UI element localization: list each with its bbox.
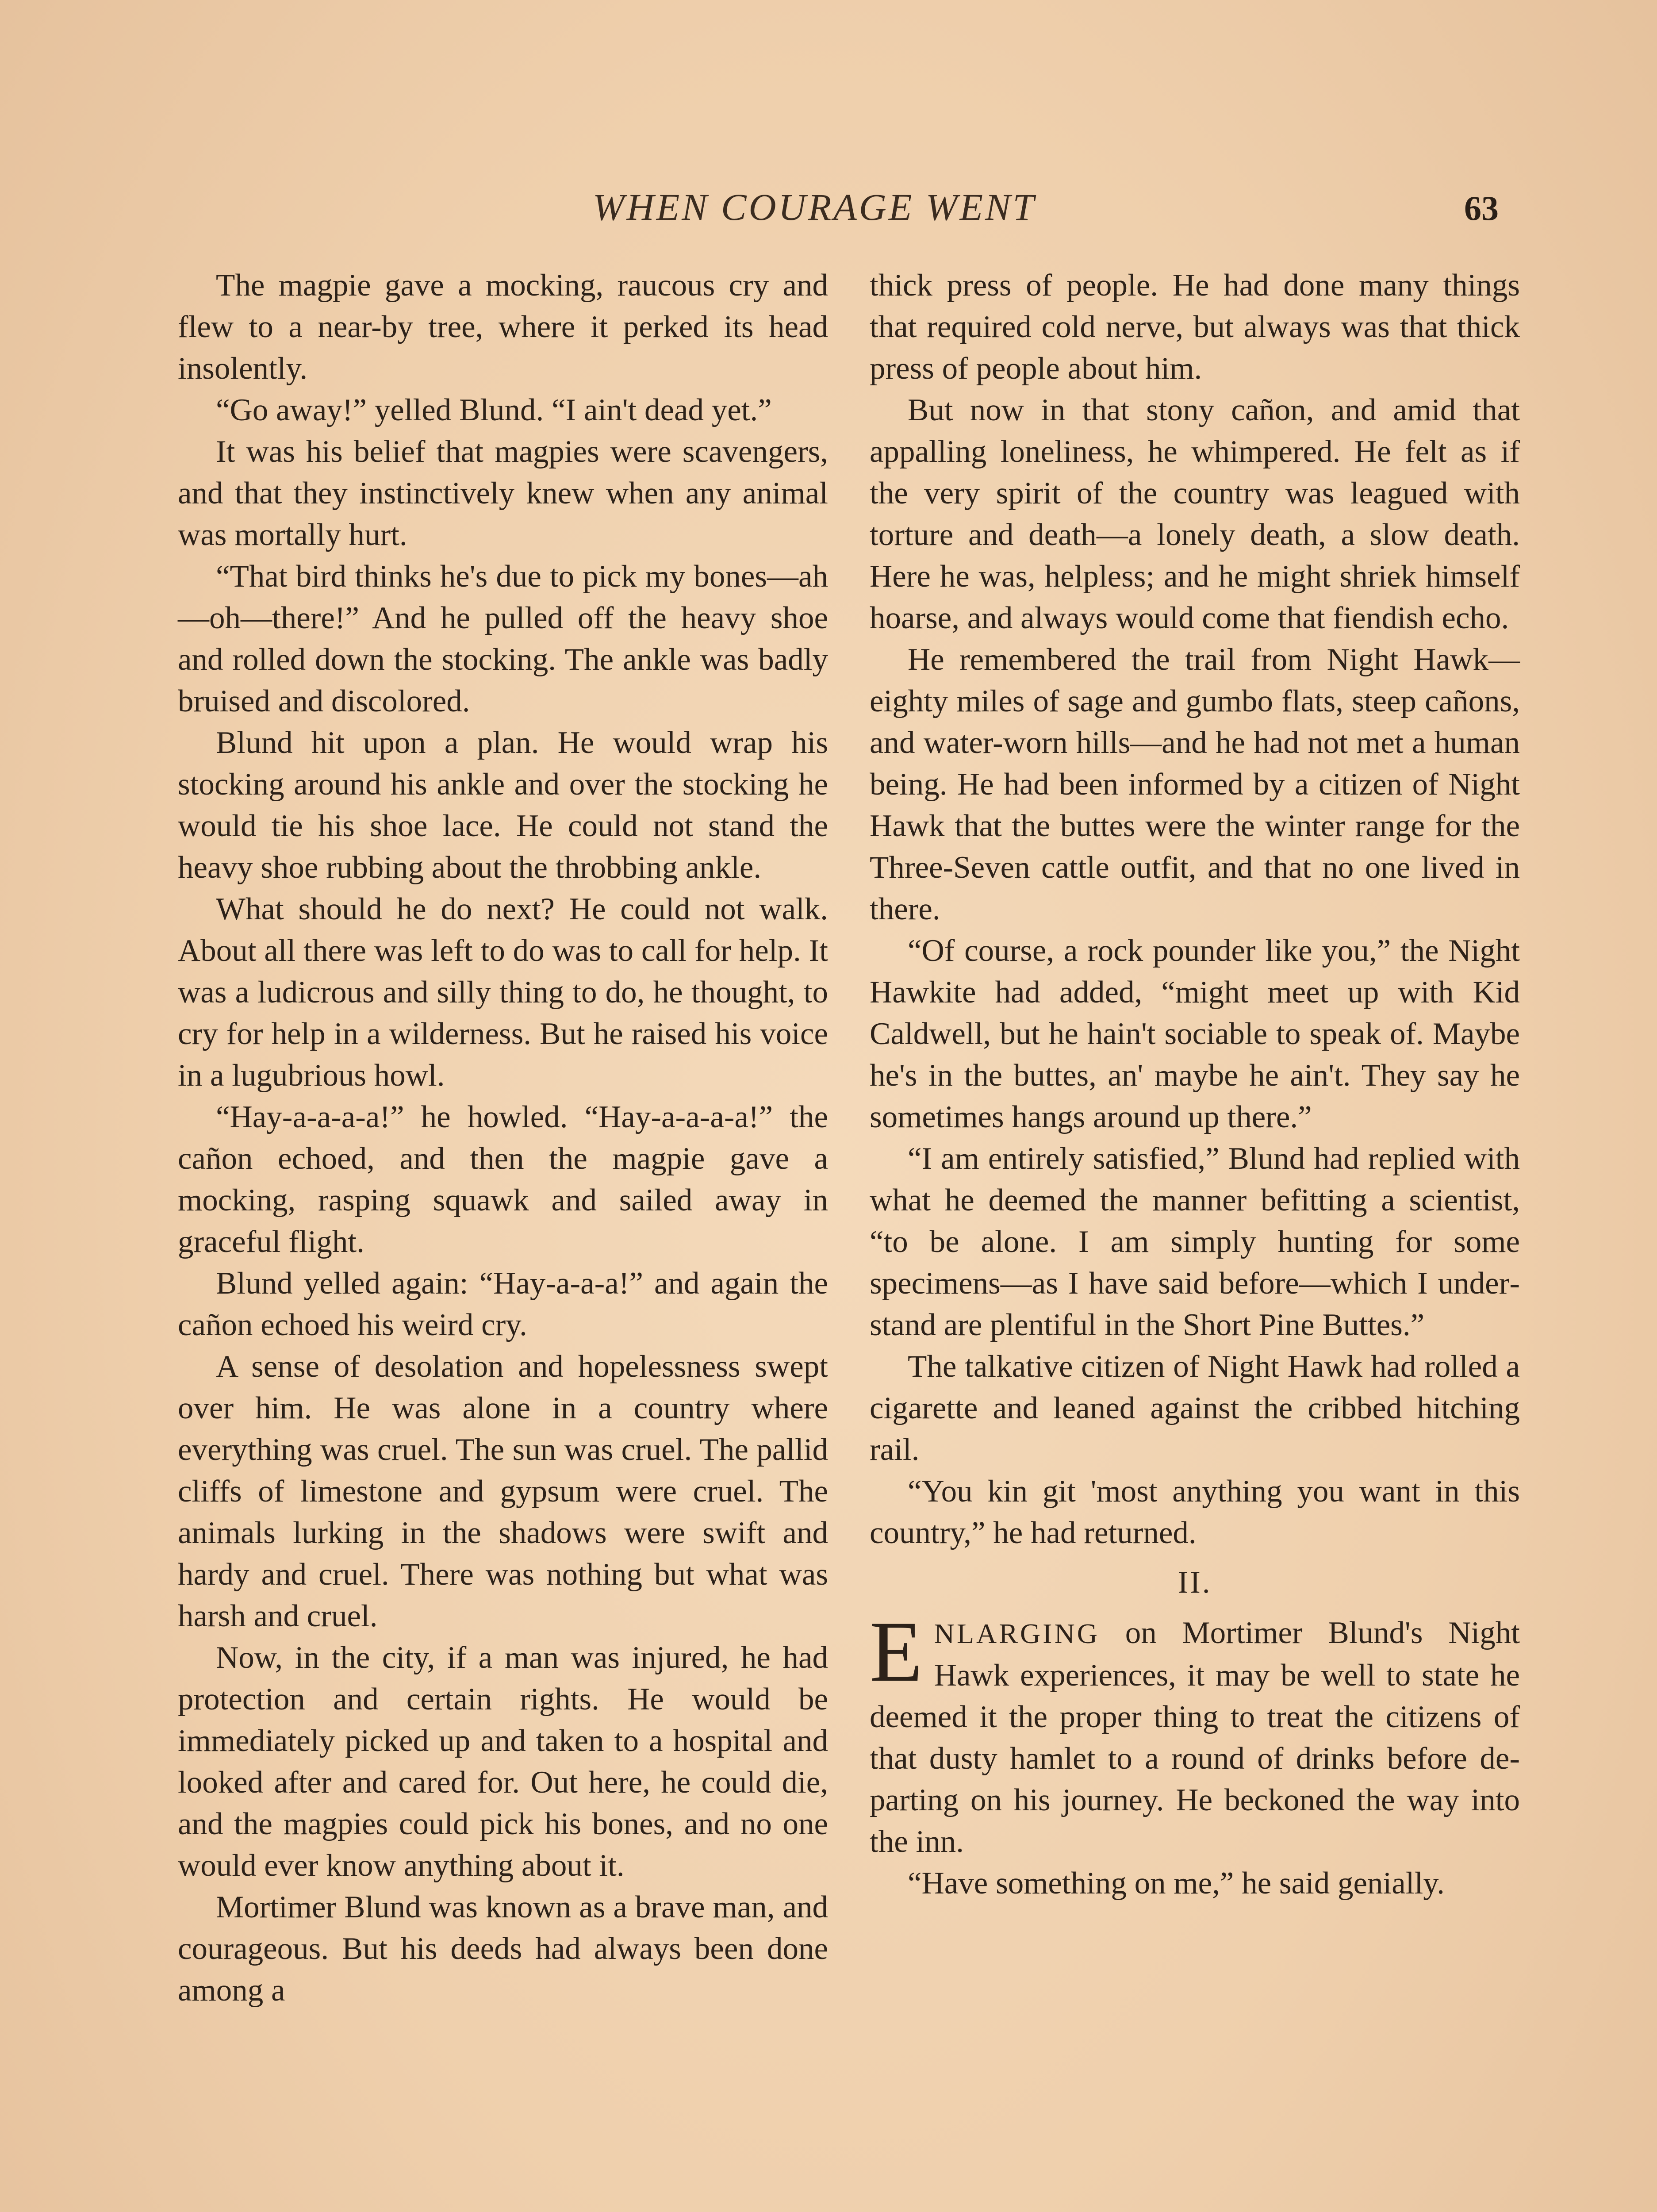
paragraph: “Go away!” yelled Blund. “I ain't dead yet.” — [216, 393, 772, 427]
paragraph: “I am entirely satisfied,” Blund had replied with what he deemed the manner befitting a scientist, “to be alone. I am simply hunting for some specimens—as I have said before—which I understand are plentiful in the Short Pine Buttes.” — [870, 1141, 1520, 1342]
paragraph: Blund yelled again: “Hay-a-a-a!” and again the cañon echoed his weird cry. — [178, 1266, 828, 1342]
running-title: WHEN COURAGE WENT — [593, 186, 1036, 228]
paragraph: “That bird thinks he's due to pick my bones—ah—oh—there!” And he pulled off the heavy shoe and rolled down the stocking. The ankle was badly bruised and discolored. — [178, 559, 828, 718]
right-column — [870, 265, 1520, 1904]
paragraph: Now, in the city, if a man was injured, he had protection and certain rights. He would be immediately picked up and taken to a hospital and looked after and cared for. Out here, he could die, and the magpies could pick his bones, and no one would ever know anything about it. — [178, 1640, 828, 1883]
paragraph: The magpie gave a mocking, raucous cry and flew to a near-by tree, where it perked its head insolently. — [178, 268, 828, 386]
paragraph: What should he do next? He could not walk. About all there was left to do was to call for help. It was a ludicrous and silly thing to do, he thought, to cry for help in a wilderness. But he raised his voice in a lugubrious howl. — [178, 892, 828, 1093]
paragraph: But now in that stony cañon, and amid that appalling loneliness, he whimpered. He felt as if the very spirit of the country was leagued with torture and death—a lonely death, a slow death. Here he was, helpless; and he might shriek himself hoarse, and always would come that fiendish echo. — [870, 393, 1520, 635]
running-head — [0, 185, 1657, 238]
paragraph: He remembered the trail from Night Hawk—eighty miles of sage and gumbo flats, steep cañons, and water-worn hills—and he had not met a human being. He had been informed by a citizen of Night Hawk that the buttes were the winter range for the Three-Seven cattle outfit, and that no one lived in there. — [870, 642, 1520, 926]
paragraph: It was his belief that magpies were scavengers, and that they instinctively knew when any animal was mortally hurt. — [178, 434, 828, 552]
paragraph: “Hay-a-a-a-a!” he howled. “Hay-a-a-a-a!” the cañon echoed, and then the magpie gave a mocking, rasping squawk and sailed away in graceful flight. — [178, 1100, 828, 1259]
paragraph: “You kin git 'most anything you want in this country,” he had returned. — [870, 1474, 1520, 1550]
paragraph: “Have something on me,” he said genially. — [908, 1866, 1445, 1901]
opening-text: on Mortimer Blund's Night Hawk experiences, it may be well to state he deemed it the proper thing to treat the citizens of that dusty hamlet to a round of drinks before departing on his journey. He beckoned the way into the inn. — [870, 1616, 1520, 1859]
drop-cap: E — [870, 1604, 923, 1700]
paragraph: The talkative citizen of Night Hawk had rolled a cigarette and leaned against the cribbed hitching rail. — [870, 1349, 1520, 1467]
paragraph-continued: thick press of people. He had done many things that required cold nerve, but always was that thick press of people about him. — [870, 268, 1520, 386]
paragraph: “Of course, a rock pounder like you,” the Night Hawkite had added, “might meet up with Kid Caldwell, but he hain't sociable to speak of. Maybe he's in the buttes, an' maybe he ain't. They say he sometimes hangs around up there.” — [870, 933, 1520, 1134]
section-opening-paragraph — [870, 1604, 1520, 1863]
paragraph: Mortimer Blund was known as a brave man, and courageous. But his deeds had always been done among a — [178, 1890, 828, 2008]
paragraph: Blund hit upon a plan. He would wrap his stocking around his ankle and over the stocking he would tie his shoe lace. He could not stand the heavy shoe rubbing about the throbbing ankle. — [178, 726, 828, 885]
opening-smallcaps: NLARGING — [934, 1618, 1100, 1649]
paragraph: A sense of desolation and hopelessness swept over him. He was alone in a country where everything was cruel. The sun was cruel. The pallid cliffs of limestone and gypsum were cruel. The animals lurking in the shadows were swift and hardy and cruel. There was nothing but what was harsh and cruel. — [178, 1349, 828, 1633]
page-number: 63 — [1464, 189, 1499, 227]
section-number: II. — [1178, 1565, 1212, 1600]
left-column — [178, 265, 828, 2011]
